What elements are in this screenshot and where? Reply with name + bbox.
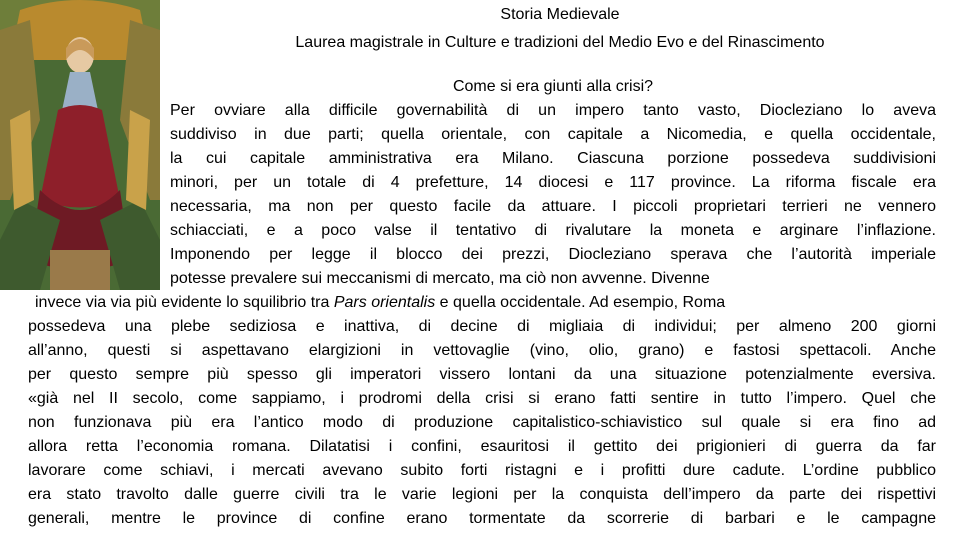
text-line: schiacciati, e a poco valse il tentativo di rivalutare la moneta e arginare l’inflazione. bbox=[170, 222, 936, 239]
slide-heading: Come si era giunti alla crisi? bbox=[452, 78, 654, 95]
text-line: possedeva una plebe sediziosa e inattiva, di decine di migliaia di individui; per almeno 200 giorni bbox=[28, 318, 936, 335]
text-line: «già nel II secolo, come sappiamo, i prodromi della crisi si erano fatti sentire in tutto l’impero. Quel che bbox=[28, 390, 936, 407]
text-line: potesse prevalere sui meccanismi di mercato, ma ciò non avvenne. Divenne bbox=[170, 270, 710, 287]
text-line: all’anno, questi si aspettavano elargizioni in vettovaglie (vino, olio, grano) e fastosi spettacoli. Anche bbox=[28, 342, 936, 359]
text-line: suddiviso in due parti; quella orientale, con capitale a Nicomedia, e quella occidentale, bbox=[170, 126, 936, 143]
text-segment: invece via via più evidente lo squilibrio tra bbox=[35, 294, 330, 311]
text-line: generali, mentre le province di confine erano tormentate da scorrerie di barbari e le campagne bbox=[28, 510, 936, 527]
text-line: per questo sempre più spesso gli imperatori vissero lontani da una situazione potenzialmente eversiva. bbox=[28, 366, 936, 383]
text-line: non funzionava più era l’antico modo di produzione capitalistico-schiavistico sul quale si era fino ad bbox=[28, 414, 936, 431]
text-line: allora retta l’economia romana. Dilatatisi i confini, esauritosi il gettito dei prigionieri di guerra da far bbox=[28, 438, 936, 455]
text-line: la cui capitale amministrativa era Milano. Ciascuna porzione possedeva suddivisioni bbox=[170, 150, 936, 167]
text-line: era stato travolto dalle guerre civili tra le varie legioni per la conquista dell’impero da parte dei rispettivi bbox=[28, 486, 936, 503]
text-line: minori, per un totale di 4 prefetture, 14 diocesi e 117 province. La riforma fiscale era bbox=[170, 174, 936, 191]
text-line: necessaria, ma non per questo facile da attuare. I piccoli proprietari terrieri ne vennero bbox=[170, 198, 936, 215]
text-segment: e quella occidentale. Ad esempio, Roma bbox=[439, 294, 726, 311]
text-line: lavorare come schiavi, i mercati avevano subito forti ristagni e i profitti dure cadute. L’ordine pubblico bbox=[28, 462, 936, 479]
text-line: Per ovviare alla difficile governabilità di un impero tanto vasto, Diocleziano lo aveva bbox=[170, 102, 936, 119]
degree-subtitle: Laurea magistrale in Culture e tradizioni del Medio Evo e del Rinascimento bbox=[295, 34, 825, 51]
text-line: Imponendo per legge il blocco dei prezzi, Diocleziano sperava che l’autorità imperiale bbox=[170, 246, 936, 263]
text-line-mixed bbox=[35, 291, 936, 315]
painting-thumbnail bbox=[0, 0, 160, 290]
italic-term: Pars orientalis bbox=[333, 294, 436, 311]
course-title: Storia Medievale bbox=[500, 6, 620, 23]
